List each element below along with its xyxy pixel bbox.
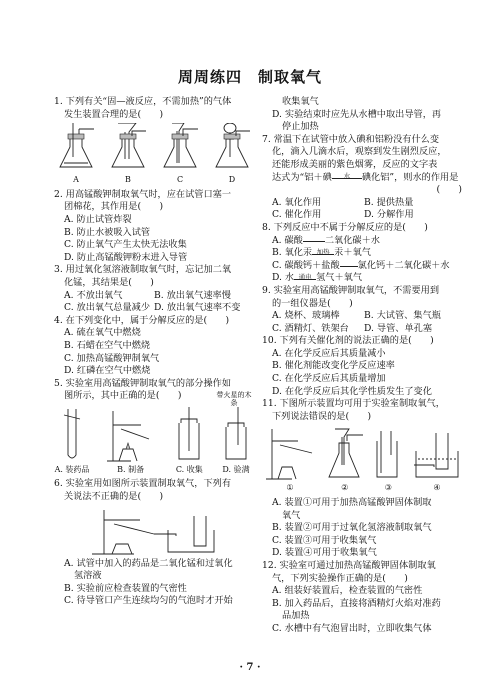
reaction-arrow-icon <box>294 273 316 283</box>
left-column <box>54 96 254 608</box>
q9-option-a: A. 烧杯、玻璃棒 <box>272 310 340 322</box>
gas-jar-icon <box>171 405 207 463</box>
page-number: · 7 · <box>239 662 261 673</box>
q7-options-row-1 <box>262 197 462 210</box>
q11-figures <box>262 425 462 495</box>
q11-line-1: 11. 下图所示装置均可用于实验室制取氧气， <box>262 398 445 410</box>
q8-b-pre: B. 氧化汞 <box>272 247 313 259</box>
q8-stem: 8. 下列反应中不属于分解反应的是( ) <box>262 221 428 233</box>
question-2 <box>54 189 254 265</box>
flask-apparatus-icon <box>54 123 98 173</box>
q6-option-a-1: A. 试管中加入的药品是二氧化锰和过氧化 <box>64 557 233 569</box>
q8-b-post: 汞＋氧气 <box>334 247 371 259</box>
q12-line-1: 12. 实验室可通过加热高锰酸钾固体制取氧 <box>262 560 436 571</box>
q11-label-2: ② <box>341 483 349 493</box>
q1-stem-1: 1. 下列有关“固—液反应，不需加热”的气体 <box>54 96 232 107</box>
water-trough-icon <box>412 425 462 481</box>
q6-cont-1: 收集氧气 <box>282 96 319 107</box>
q8-c-post: 氯化钙＋二氧化碳＋水 <box>357 259 450 271</box>
q11-option-c: C. 装置③可用于收集氧气 <box>272 534 377 546</box>
q5-label-d: D. 验满 <box>222 464 250 474</box>
q12-option-c: C. 水槽中有气泡冒出时，立即收集气体 <box>272 622 432 634</box>
q7-option-b: B. 提供热量 <box>364 196 414 208</box>
q5-stem-2: 图所示，其中正确的是( ) <box>64 390 182 402</box>
q8-a-post: 二氧化碳＋水 <box>324 234 380 246</box>
q5-figure-b <box>101 405 161 477</box>
q7-expr-post: 碘化铝”，则水的作用是 <box>361 171 459 183</box>
q2-option-a: A. 防止试管炸裂 <box>64 213 132 225</box>
q12-line-2: 气，下列实验操作正确的是( ) <box>272 572 408 584</box>
q11-figure-3 <box>371 425 405 495</box>
q9-options-row-1 <box>262 310 462 323</box>
q7-line-3: 还能形成美丽的紫色烟雾，反应的文字表 <box>272 158 438 170</box>
q4-option-c: C. 加热高锰酸钾制氧气 <box>64 352 160 364</box>
q3-stem-2: 化锰，其结果是( ) <box>64 276 154 288</box>
q11-label-4: ④ <box>433 483 441 493</box>
q3-option-b: B. 放出氧气速率慢 <box>154 289 231 301</box>
q1-figure-c <box>158 123 202 187</box>
q7-line-2: 化，滴入几滴水后，观察到发生剧烈反应， <box>272 146 447 158</box>
q10-option-b: B. 催化剂能改变化学反应速率 <box>272 360 395 372</box>
q7-option-a: A. 氧化作用 <box>272 196 322 208</box>
q9-line-2: 的一组仪器是( ) <box>272 297 353 309</box>
q7-line-1: 7. 常温下在试管中放入碘和铝粉没有什么变 <box>262 133 440 145</box>
q8-b-condition: 加热 <box>316 247 330 256</box>
q7-paren: ( ) <box>436 184 462 196</box>
q9-option-b: B. 大试管、集气瓶 <box>364 310 441 322</box>
q10-option-a: A. 在化学反应后其质量减小 <box>272 347 386 359</box>
q2-stem-1: 2. 用高锰酸钾制取氧气时，应在试管口塞一 <box>54 188 232 200</box>
q1-figure-d <box>210 123 254 187</box>
q3-options-row-1 <box>54 290 254 303</box>
q12-option-b-2: 品加热 <box>282 610 310 622</box>
q7-expr-pre: 达式为“铝＋碘 <box>272 171 332 183</box>
gas-jar-splint-icon <box>218 405 254 463</box>
q8-option-a <box>262 235 462 248</box>
q7-options-row-2 <box>262 209 462 222</box>
q1-figures <box>54 123 254 187</box>
q8-option-c <box>262 260 462 273</box>
q11-option-a-2: 氧气 <box>282 509 301 521</box>
long-funnel-flask-icon <box>158 123 202 173</box>
q5-label-b: B. 制备 <box>117 464 145 474</box>
q11-option-d: D. 装置④可用于收集氧气 <box>272 547 377 559</box>
q8-d-pre: D. 水 <box>272 272 295 284</box>
q3-stem-1: 3. 用过氧化氢溶液制取氧气时，忘记加二氧 <box>54 264 232 276</box>
q12-option-b-1: B. 加入药品后，直接将酒精灯火焰对准药 <box>272 597 441 609</box>
q2-option-b: B. 防止水被吸入试管 <box>64 226 151 238</box>
q2-stem-2: 团棉花，其作用是( ) <box>64 201 164 213</box>
reaction-arrow-icon <box>312 248 334 258</box>
q4-option-a: A. 硫在氧气中燃烧 <box>64 327 141 339</box>
funnel-flask-icon <box>325 425 365 481</box>
right-column <box>262 96 462 636</box>
question-1 <box>54 96 254 187</box>
q6-option-a-2: 氢溶液 <box>74 570 102 582</box>
reaction-arrow-icon <box>332 172 362 182</box>
question-12 <box>262 560 462 636</box>
q6-option-c: C. 待导管口产生连续均匀的气泡时才开始 <box>64 595 233 607</box>
q1-figure-a <box>54 123 98 187</box>
q1-label-c: C <box>176 175 184 185</box>
q3-option-a: A. 不放出氧气 <box>64 289 123 301</box>
q11-option-b: B. 装置②可用于过氧化氢溶液制取氧气 <box>272 522 432 534</box>
q8-c-pre: C. 碳酸钙＋盐酸 <box>272 259 340 271</box>
q3-options-row-2 <box>54 302 254 315</box>
q7-expr-condition: 水 <box>343 172 351 181</box>
q11-figure-2 <box>325 425 365 495</box>
question-8 <box>262 222 462 285</box>
question-3 <box>54 264 254 314</box>
test-tube-icon <box>54 405 90 463</box>
q1-figure-b <box>106 123 150 187</box>
q9-line-1: 9. 实验室用高锰酸钾制取氧气，不需要用到 <box>262 284 440 296</box>
q11-label-3: ③ <box>384 483 392 493</box>
q5-label-c: C. 收集 <box>175 464 203 474</box>
q3-option-d: D. 放出氧气速率不变 <box>154 302 241 314</box>
q11-line-2: 下列说法错误的是( ) <box>272 410 372 422</box>
q8-option-b <box>262 247 462 260</box>
q11-figure-1 <box>262 425 318 495</box>
q2-option-c: C. 防止氧气产生太快无法收集 <box>64 239 187 251</box>
question-6 <box>54 478 254 608</box>
q9-options-row-2 <box>262 323 462 336</box>
q6-figure <box>54 506 254 556</box>
funnel-flask-icon <box>106 123 150 173</box>
q4-option-b: B. 石蜡在空气中燃烧 <box>64 339 151 351</box>
oxygen-setup-icon <box>84 506 224 556</box>
q2-option-d: D. 防止高锰酸钾粉末进入导管 <box>64 251 188 263</box>
q12-option-a: A. 组装好装置后，检查装置的气密性 <box>272 585 423 597</box>
q7-option-c: C. 催化作用 <box>272 209 322 221</box>
q10-option-d: D. 在化学反应后其化学性质发生了变化 <box>272 385 432 397</box>
q8-d-condition: 通电 <box>298 272 312 281</box>
q1-label-d: D <box>228 175 236 185</box>
q7-option-d: D. 分解作用 <box>364 209 414 221</box>
q11-label-1: ① <box>286 483 294 493</box>
q8-option-d <box>262 272 462 285</box>
q5-stem-1: 5. 实验室用高锰酸钾制取氧气的部分操作如 <box>54 377 232 389</box>
q9-option-d: D. 导管、单孔塞 <box>364 322 433 334</box>
q5-figure-a <box>54 405 90 477</box>
page-title: 周周练四 制取氧气 <box>177 68 322 86</box>
question-11 <box>262 398 462 560</box>
gas-jar-icon <box>371 425 405 481</box>
q1-stem-2: 发生装置合理的是( ) <box>64 108 164 120</box>
q5-note: 带火星的木条 <box>216 390 252 407</box>
q6-option-b: B. 实验前应检查装置的气密性 <box>64 582 187 594</box>
q8-d-post: 氢气＋氧气 <box>316 272 363 284</box>
q11-option-a-1: A. 装置①可用于加热高锰酸钾固体制取 <box>272 497 432 509</box>
q6-option-d-2: 停止加热 <box>282 121 319 133</box>
q10-stem: 10. 下列有关催化剂的说法正确的是( ) <box>262 335 434 347</box>
question-10 <box>262 335 462 398</box>
question-4 <box>54 315 254 378</box>
q7-expression <box>262 172 462 185</box>
q4-option-d: D. 红磷在空气中燃烧 <box>64 365 151 377</box>
q6-option-d-1: D. 实验结束时应先从水槽中取出导管，再 <box>272 108 442 120</box>
q3-option-c: C. 放出氧气总量减少 <box>64 302 151 314</box>
q9-option-c: C. 酒精灯、铁架台 <box>272 322 349 334</box>
q6-stem-1: 6. 实验室用如图所示装置制取氧气，下列有 <box>54 478 232 490</box>
heating-apparatus-icon <box>101 405 161 463</box>
q5-label-a: A. 装药品 <box>54 464 90 474</box>
q5-figure-c <box>171 405 207 477</box>
q1-label-a: A <box>73 175 79 185</box>
q6-stem-2: 关说法不正确的是( ) <box>64 491 164 503</box>
q4-stem: 4. 在下列变化中，属于分解反应的是( ) <box>54 314 230 326</box>
q10-option-c: C. 在化学反应后其质量增加 <box>272 373 386 385</box>
q5-figure-d <box>216 390 254 477</box>
question-9 <box>262 285 462 335</box>
heating-apparatus-icon <box>262 425 318 481</box>
reaction-arrow-icon <box>340 260 358 270</box>
reaction-arrow-icon <box>303 235 325 245</box>
q8-a-pre: A. 碳酸 <box>272 234 303 246</box>
q1-label-b: B <box>125 175 131 185</box>
separatory-funnel-flask-icon <box>210 123 254 173</box>
question-5 <box>54 378 254 477</box>
q11-figure-4 <box>412 425 462 495</box>
question-7 <box>262 134 462 222</box>
